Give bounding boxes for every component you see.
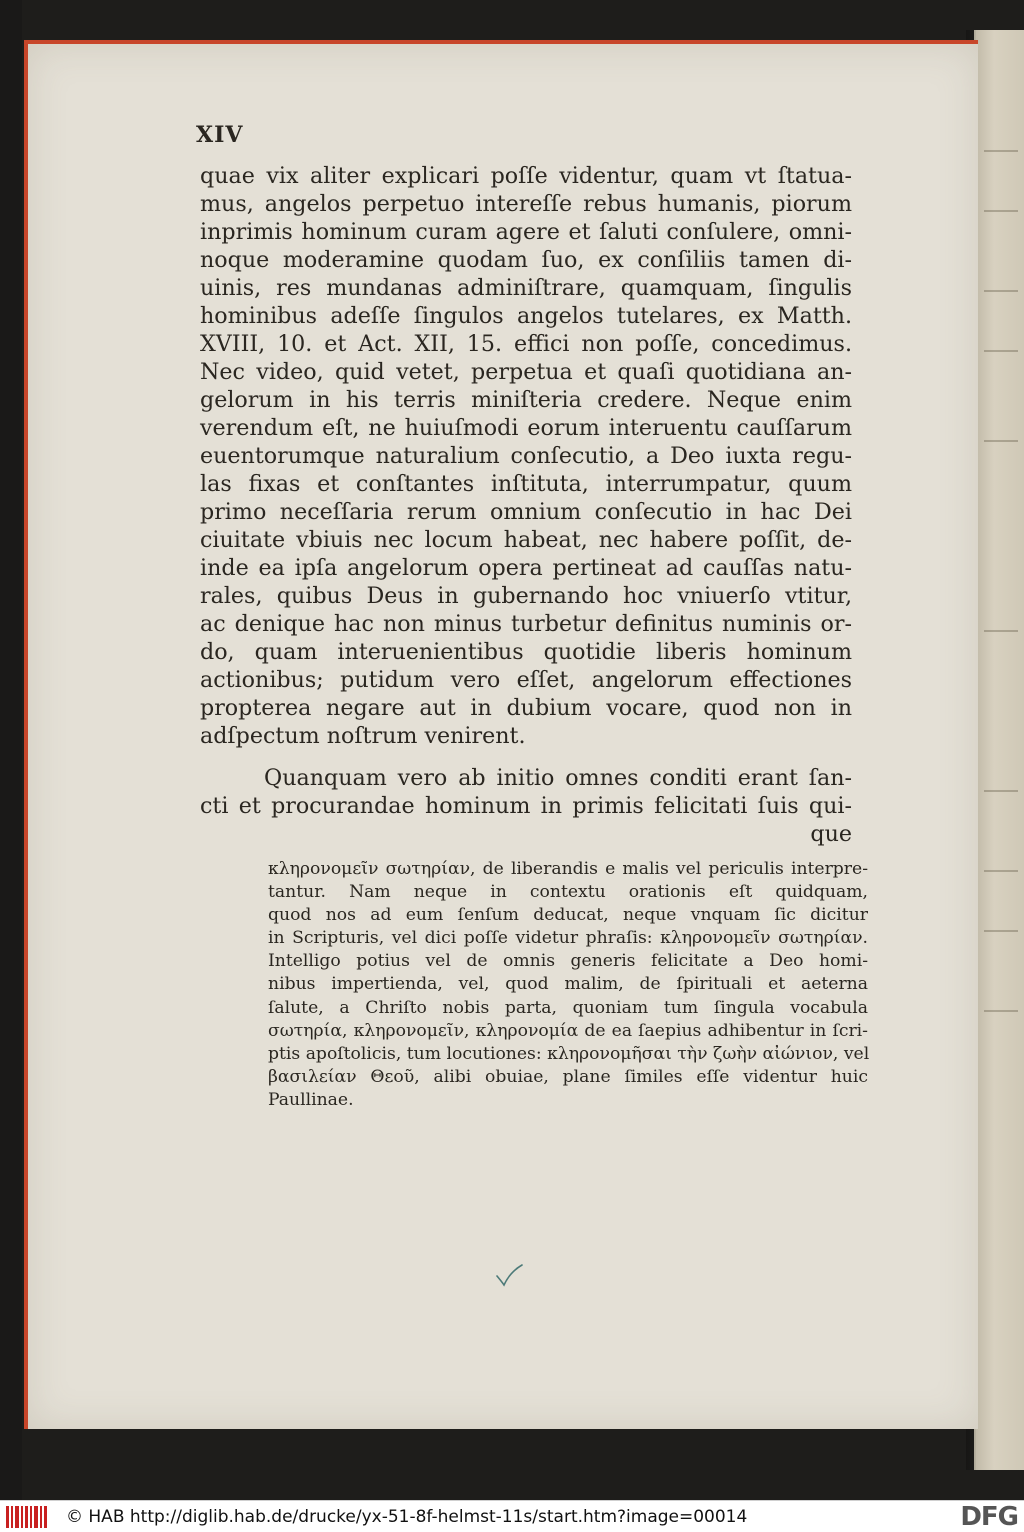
text-line: Quanquam vero ab initio omnes conditi erant ſan- bbox=[264, 765, 852, 791]
text-line: quae vix aliter explicari poſſe videntur, quam vt ſtatua- bbox=[200, 163, 852, 189]
footnote-line: σωτηρία, κληρονομεῖν, κληρονομία de ea ſaepius adhibentur in ſcri- bbox=[268, 1020, 868, 1041]
footnote-line: κληρονομεῖν σωτηρίαν, de liberandis e malis vel periculis interpre- bbox=[268, 859, 868, 879]
text-line: ac denique hac non minus turbetur definitus numinis or- bbox=[200, 611, 852, 637]
pencil-check-mark bbox=[494, 1262, 524, 1288]
text-line: verendum eſt, ne huiuſmodi eorum interuentu cauſſarum bbox=[200, 415, 852, 441]
text-line: rales, quibus Deus in gubernando hoc vniuerſo vtitur, bbox=[200, 583, 852, 609]
main-text bbox=[200, 162, 852, 848]
text-line: hominibus adeſſe ſingulos angelos tutelares, ex Matth. bbox=[200, 303, 852, 329]
scan-background bbox=[0, 0, 22, 1500]
text-line: cti et procurandae hominum in primis felicitati ſuis qui- bbox=[200, 793, 852, 819]
footnote-line: nibus impertienda, vel, quod malim, de ſpirituali et aeterna bbox=[268, 974, 868, 995]
text-line: primo neceſſaria rerum omnium conſecutio in hac Dei bbox=[200, 499, 852, 525]
footnote-line: quod nos ad eum ſenſum deducat, neque vnquam ſic dicitur bbox=[268, 905, 868, 926]
footnote-line: tantur. Nam neque in contextu orationis eſt quidquam, bbox=[268, 882, 868, 903]
text-line: gelorum in his terris miniſteria credere. Neque enim bbox=[200, 387, 852, 413]
footnote-line: Paullinae. bbox=[268, 1089, 354, 1110]
text-line: euentorumque naturalium conſecutio, a Deo iuxta regu- bbox=[200, 443, 852, 469]
text-line: mus, angelos perpetuo intereſſe rebus humanis, piorum bbox=[200, 191, 852, 217]
catchword: que bbox=[810, 821, 852, 847]
text-line: inprimis hominum curam agere et ſaluti conſulere, omni- bbox=[200, 219, 852, 245]
text-line: las fixas et conſtantes inſtituta, interrumpatur, quum bbox=[200, 471, 852, 497]
footnote-line: βασιλείαν Θεοῦ, alibi obuiae, plane ſimiles eſſe videntur huic bbox=[268, 1066, 868, 1087]
footnote-line: ptis apoſtolicis, tum locutiones: κληρονομῆσαι τὴν ζωὴν αἰώνιον, vel bbox=[268, 1043, 870, 1064]
text-line: adſpectum noſtrum venirent. bbox=[200, 723, 526, 749]
text-line: uinis, res mundanas adminiſtrare, quamquam, ſingulis bbox=[200, 275, 852, 301]
text-line: ciuitate vbiuis nec locum habeat, nec habere poſſit, de- bbox=[200, 527, 852, 553]
copyright-link[interactable]: © HAB http://diglib.hab.de/drucke/yx-51-8f-helmst-11s/start.htm?image=00014 bbox=[66, 1506, 748, 1527]
text-line: inde ea ipſa angelorum opera pertineat ad cauſſas natu- bbox=[200, 555, 852, 581]
footnote bbox=[268, 858, 868, 1112]
dfg-logo: DFG bbox=[960, 1502, 1018, 1532]
text-line: XVIII, 10. et Act. XII, 15. effici non poſſe, concedimus. bbox=[200, 331, 852, 357]
text-line: Nec video, quid vetet, perpetua et quaſi quotidiana an- bbox=[200, 359, 852, 385]
page-number: XIV bbox=[196, 122, 244, 148]
paragraph-gap bbox=[200, 750, 852, 764]
text-line: noque moderamine quodam ſuo, ex conſiliis tamen di- bbox=[200, 247, 852, 273]
text-line: actionibus; putidum vero eſſet, angelorum effectiones bbox=[200, 667, 852, 693]
adjacent-page-edge bbox=[974, 30, 1024, 1470]
viewer-footer bbox=[0, 1500, 1024, 1532]
footnote-line: Intelligo potius vel de omnis generis felicitate a Deo homi- bbox=[268, 951, 868, 972]
footnote-line: ſalute, a Chriſto nobis parta, quoniam tum ſingula vocabula bbox=[268, 997, 868, 1018]
barcode-icon bbox=[6, 1506, 52, 1528]
text-line: propterea negare aut in dubium vocare, quod non in bbox=[200, 695, 852, 721]
footnote-line: in Scripturis, vel dici poſſe videtur phraſis: κληρονομεῖν σωτηρίαν. bbox=[268, 928, 868, 949]
text-line: do, quam interuenientibus quotidie liberis hominum bbox=[200, 639, 852, 665]
